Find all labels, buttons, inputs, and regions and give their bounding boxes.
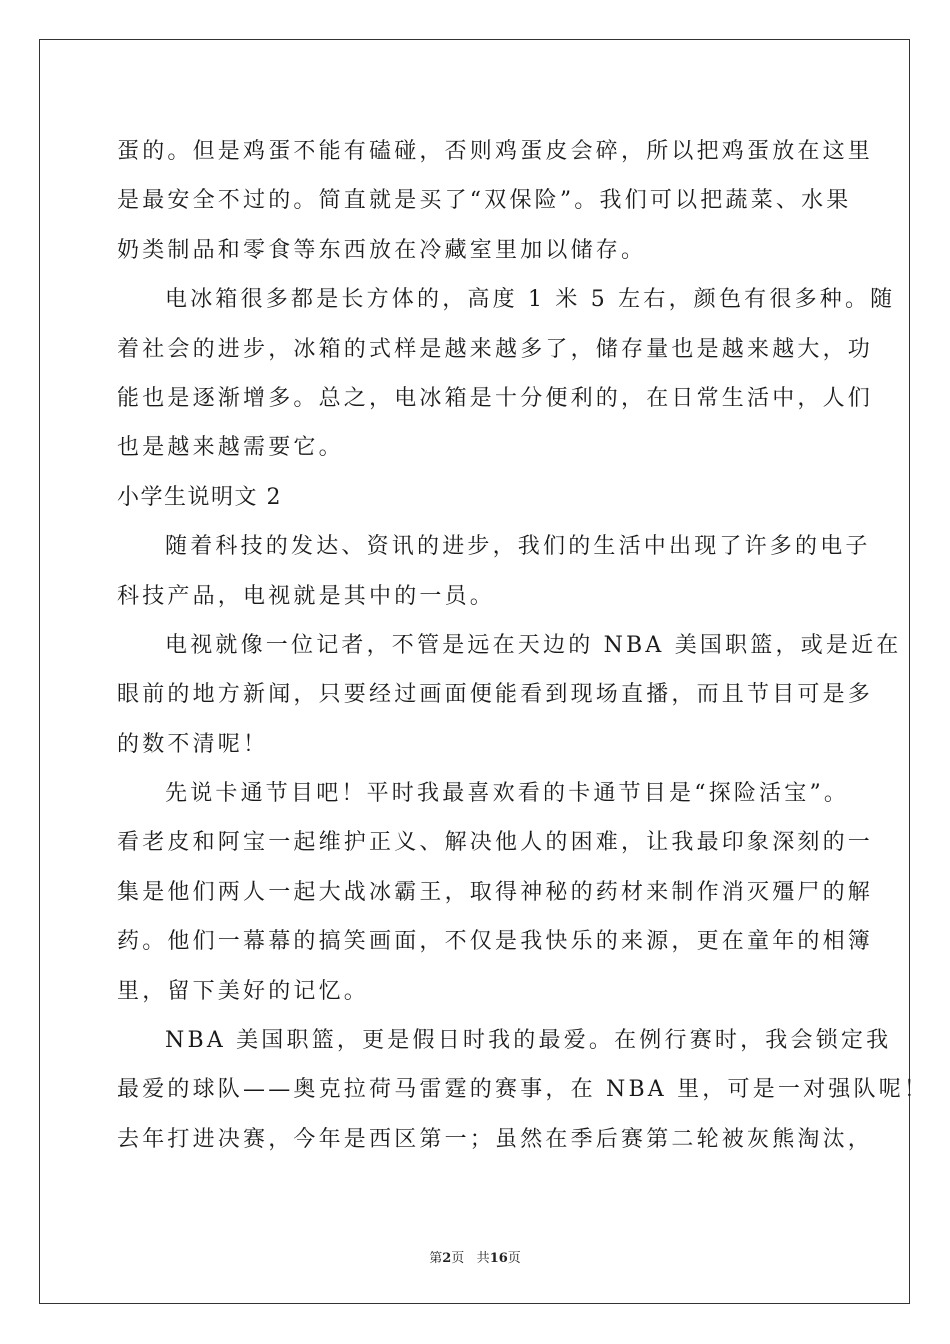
footer-page-prefix: 第 [429,1251,443,1266]
footer-total-pages: 16 [489,1251,508,1266]
text-line: 眼前的地方新闻，只要经过画面便能看到现场直播，而且节目可是多 [117,682,874,708]
document-body [117,127,930,1164]
text-line: NBA 美国职篮，更是假日时我的最爱。在例行赛时，我会锁定我 [165,1028,892,1054]
text-line: 电视就像一位记者，不管是远在天边的 NBA 美国职篮，或是近在 [165,632,902,658]
text-line: 蛋的。但是鸡蛋不能有磕碰，否则鸡蛋皮会碎，所以把鸡蛋放在这里 [117,139,874,164]
text-line: 最爱的球队——奥克拉荷马雷霆的赛事，在 NBA 里，可是一对强队呢！ [117,1077,930,1103]
text-line: 电冰箱很多都是长方体的，高度 1 米 5 左右，颜色有很多种。随 [165,287,896,313]
footer-total-suffix: 页 [507,1251,521,1266]
footer-total-prefix: 共 [476,1251,490,1266]
text-line: 看老皮和阿宝一起维护正义、解决他人的困难，让我最印象深刻的一 [117,830,874,856]
text-line: 也是越来越需要它。 [117,435,344,461]
footer-page-suffix: 页 [451,1251,465,1266]
text-line: 是最安全不过的。简直就是买了“双保险”。我们可以把蔬菜、水果 [117,188,852,214]
text-line: 科技产品，电视就是其中的一员。 [117,583,496,609]
text-line: 随着科技的发达、资讯的进步，我们的生活中出现了许多的电子 [165,534,871,560]
text-line: 药。他们一幕幕的搞笑画面，不仅是我快乐的来源，更在童年的相簿 [117,929,874,955]
text-line: 着社会的进步，冰箱的式样是越来越多了，储存量也是越来越大，功 [117,336,874,362]
text-line: 去年打进决赛，今年是西区第一；虽然在季后赛第二轮被灰熊淘汰， [117,1126,874,1152]
section-heading: 小学生说明文 2 [117,484,282,510]
text-line: 的数不清呢！ [117,731,269,757]
text-line: 集是他们两人一起大战冰霸王，取得神秘的药材来制作消灭殭尸的解 [117,879,874,905]
footer-page-number: 2 [442,1251,452,1266]
text-line: 奶类制品和零食等东西放在冷藏室里加以储存。 [117,237,647,263]
text-line: 里，留下美好的记忆。 [117,978,370,1004]
text-line: 先说卡通节目吧！平时我最喜欢看的卡通节目是“探险活宝”。 [165,781,850,807]
page-footer [0,1247,950,1266]
text-line: 能也是逐渐增多。总之，电冰箱是十分便利的，在日常生活中，人们 [117,385,874,411]
